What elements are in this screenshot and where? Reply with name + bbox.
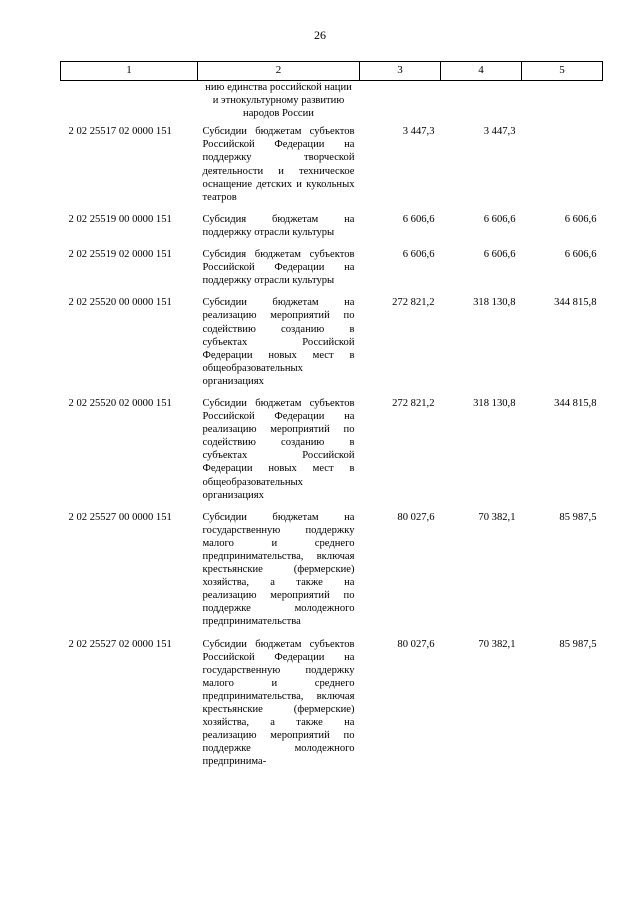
budget-code: 2 02 25527 02 0000 151 (68, 638, 172, 650)
budget-code: 2 02 25517 02 0000 151 (68, 126, 172, 138)
revenue-name: Субсидия бюджетам субъектов Российской Федерации на поддержку отрасли культуры (202, 249, 355, 287)
column-header-5: 5 (522, 62, 603, 81)
table-row (61, 213, 603, 248)
revenue-name: Субсидии бюджетам на реализацию мероприятий по содействию созданию в субъектах Российской Федерации новых мест в общеобразовательных организациях (202, 297, 355, 387)
column-header-2: 2 (198, 62, 360, 81)
value-col-5: 6 606,6 (564, 249, 597, 261)
revenue-name: Субсидия бюджетам на поддержку отрасли культуры (202, 213, 355, 238)
table-row (61, 511, 603, 638)
table-row (61, 638, 603, 778)
value-col-5: 6 606,6 (564, 213, 597, 225)
budget-code: 2 02 25519 00 0000 151 (68, 213, 172, 225)
value-col-3: 6 606,6 (402, 249, 435, 261)
value-col-3: 80 027,6 (397, 511, 435, 523)
continuation-text: нию единства российской нации и этнокультурному развитию народов России (205, 82, 352, 120)
revenue-name: Субсидии бюджетам субъектов Российской Федерации на государственную поддержку малого и среднего предпринимательства, включая крестьянские (фермерские) хозяйства, а также на реализацию мероприятий по поддержке молодежного предпринима- (202, 638, 355, 768)
value-col-5: 85 987,5 (559, 638, 597, 650)
value-col-3: 3 447,3 (402, 126, 435, 138)
budget-code: 2 02 25520 00 0000 151 (68, 297, 172, 309)
budget-revenue-table (60, 61, 603, 778)
value-col-5 (522, 125, 603, 213)
column-header-3: 3 (360, 62, 441, 81)
value-col-3: 6 606,6 (402, 213, 435, 225)
value-col-3: 272 821,2 (392, 397, 435, 409)
value-col-3: 80 027,6 (397, 638, 435, 650)
value-col-4: 70 382,1 (478, 511, 516, 523)
budget-code: 2 02 25527 00 0000 151 (68, 511, 172, 523)
column-header-1: 1 (61, 62, 198, 81)
value-col-4: 6 606,6 (483, 213, 516, 225)
table-row (61, 296, 603, 397)
value-col-5: 85 987,5 (559, 511, 597, 523)
table-row (61, 125, 603, 213)
value-col-5: 344 815,8 (554, 297, 597, 309)
page-number: 26 (314, 28, 326, 42)
table-header (61, 62, 603, 81)
table-row-continuation (61, 81, 603, 126)
value-col-4: 318 130,8 (473, 397, 516, 409)
table-row (61, 397, 603, 511)
value-col-4: 6 606,6 (483, 249, 516, 261)
budget-code: 2 02 25520 02 0000 151 (68, 397, 172, 409)
revenue-name: Субсидии бюджетам субъектов Российской Федерации на реализацию мероприятий по содействию созданию в субъектах Российской Федерации новых мест в общеобразовательных организациях (202, 397, 355, 501)
value-col-4: 318 130,8 (473, 297, 516, 309)
value-col-4: 70 382,1 (478, 638, 516, 650)
revenue-name: Субсидии бюджетам на государственную поддержку малого и среднего предпринимательства, включая крестьянские (фермерские) хозяйства, а также на реализацию мероприятий по поддержке молодежного предпринимательства (202, 511, 355, 628)
value-col-5: 344 815,8 (554, 397, 597, 409)
column-header-4: 4 (441, 62, 522, 81)
value-col-3: 272 821,2 (392, 297, 435, 309)
budget-code: 2 02 25519 02 0000 151 (68, 249, 172, 261)
value-col-4: 3 447,3 (483, 126, 516, 138)
table-row (61, 248, 603, 296)
revenue-name: Субсидии бюджетам субъектов Российской Федерации на поддержку творческой деятельности и техническое оснащение детских и кукольных театров (202, 126, 355, 203)
